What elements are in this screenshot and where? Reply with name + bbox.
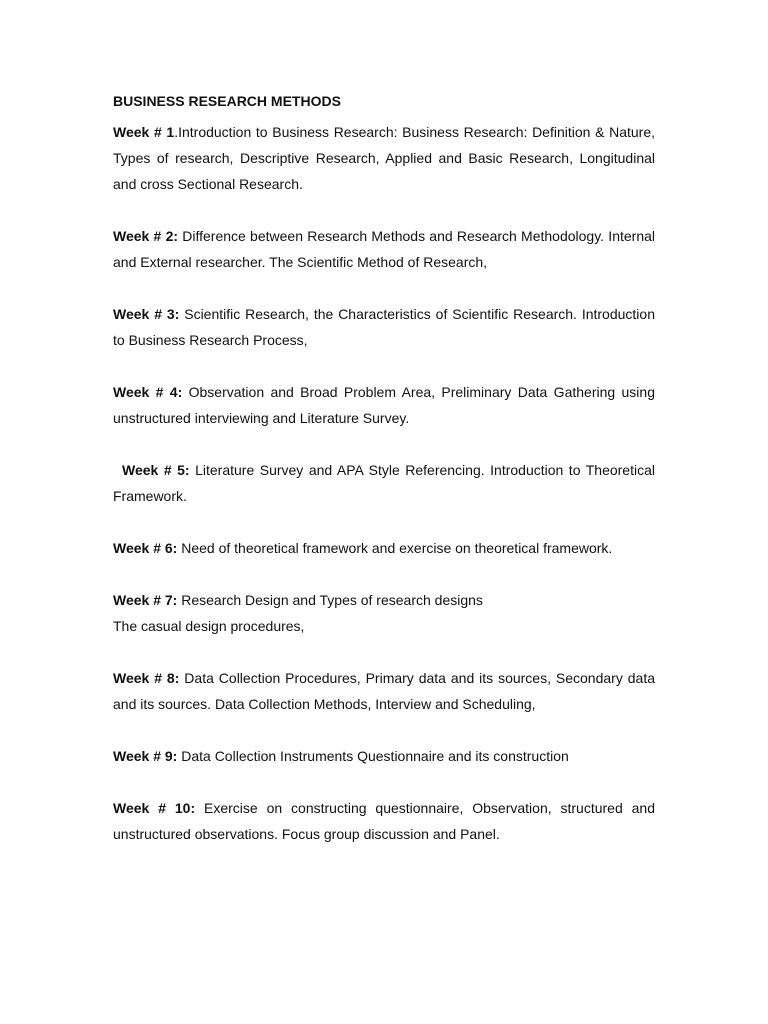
week-2-entry [113,223,655,275]
week-4-entry [113,379,655,431]
week-8-label: Week # 8: [113,670,180,686]
week-4-text: Observation and Broad Problem Area, Preliminary Data Gathering using unstructured interviewing and Literature Survey. [113,384,655,426]
document-title: BUSINESS RESEARCH METHODS [113,93,341,109]
week-5-entry [113,457,655,509]
week-3-label: Week # 3: [113,306,180,322]
week-9-entry [113,743,655,769]
week-3-text: Scientific Research, the Characteristics of Scientific Research. Introduction to Business Research Process, [113,306,655,348]
week-4-label: Week # 4: [113,384,183,400]
week-10-label: Week # 10: [113,800,196,816]
week-9-label: Week # 9: [113,748,178,764]
week-2-label: Week # 2: [113,228,179,244]
week-1-entry [113,119,655,197]
week-1-text: .Introduction to Business Research: Business Research: Definition & Nature, Types of research, Descriptive Research, Applied and Basic Research, Longitudinal and cross Sectional Research. [113,124,655,192]
week-6-text: Need of theoretical framework and exercise on theoretical framework. [177,540,613,556]
week-2-text: Difference between Research Methods and Research Methodology. Internal and External researcher. The Scientific Method of Research, [113,228,655,270]
week-10-entry [113,795,655,847]
week-1-label: Week # 1 [113,124,175,140]
week-7-text: Research Design and Types of research designs [177,592,483,608]
week-7-text-line2: The casual design procedures, [113,618,305,634]
week-5-text: Literature Survey and APA Style Referencing. Introduction to Theoretical Framework. [113,462,655,504]
week-7-entry [113,587,655,639]
week-6-entry [113,535,655,561]
week-8-text: Data Collection Procedures, Primary data and its sources, Secondary data and its sources. Data Collection Methods, Interview and Scheduling, [113,670,655,712]
week-3-entry [113,301,655,353]
week-7-label: Week # 7: [113,592,178,608]
week-9-text: Data Collection Instruments Questionnaire and its construction [177,748,569,764]
week-8-entry [113,665,655,717]
week-6-label: Week # 6: [113,540,178,556]
week-5-label: Week # 5: [122,462,190,478]
week-10-text: Exercise on constructing questionnaire, Observation, structured and unstructured observations. Focus group discussion and Panel. [113,800,655,842]
document-page [113,88,655,873]
